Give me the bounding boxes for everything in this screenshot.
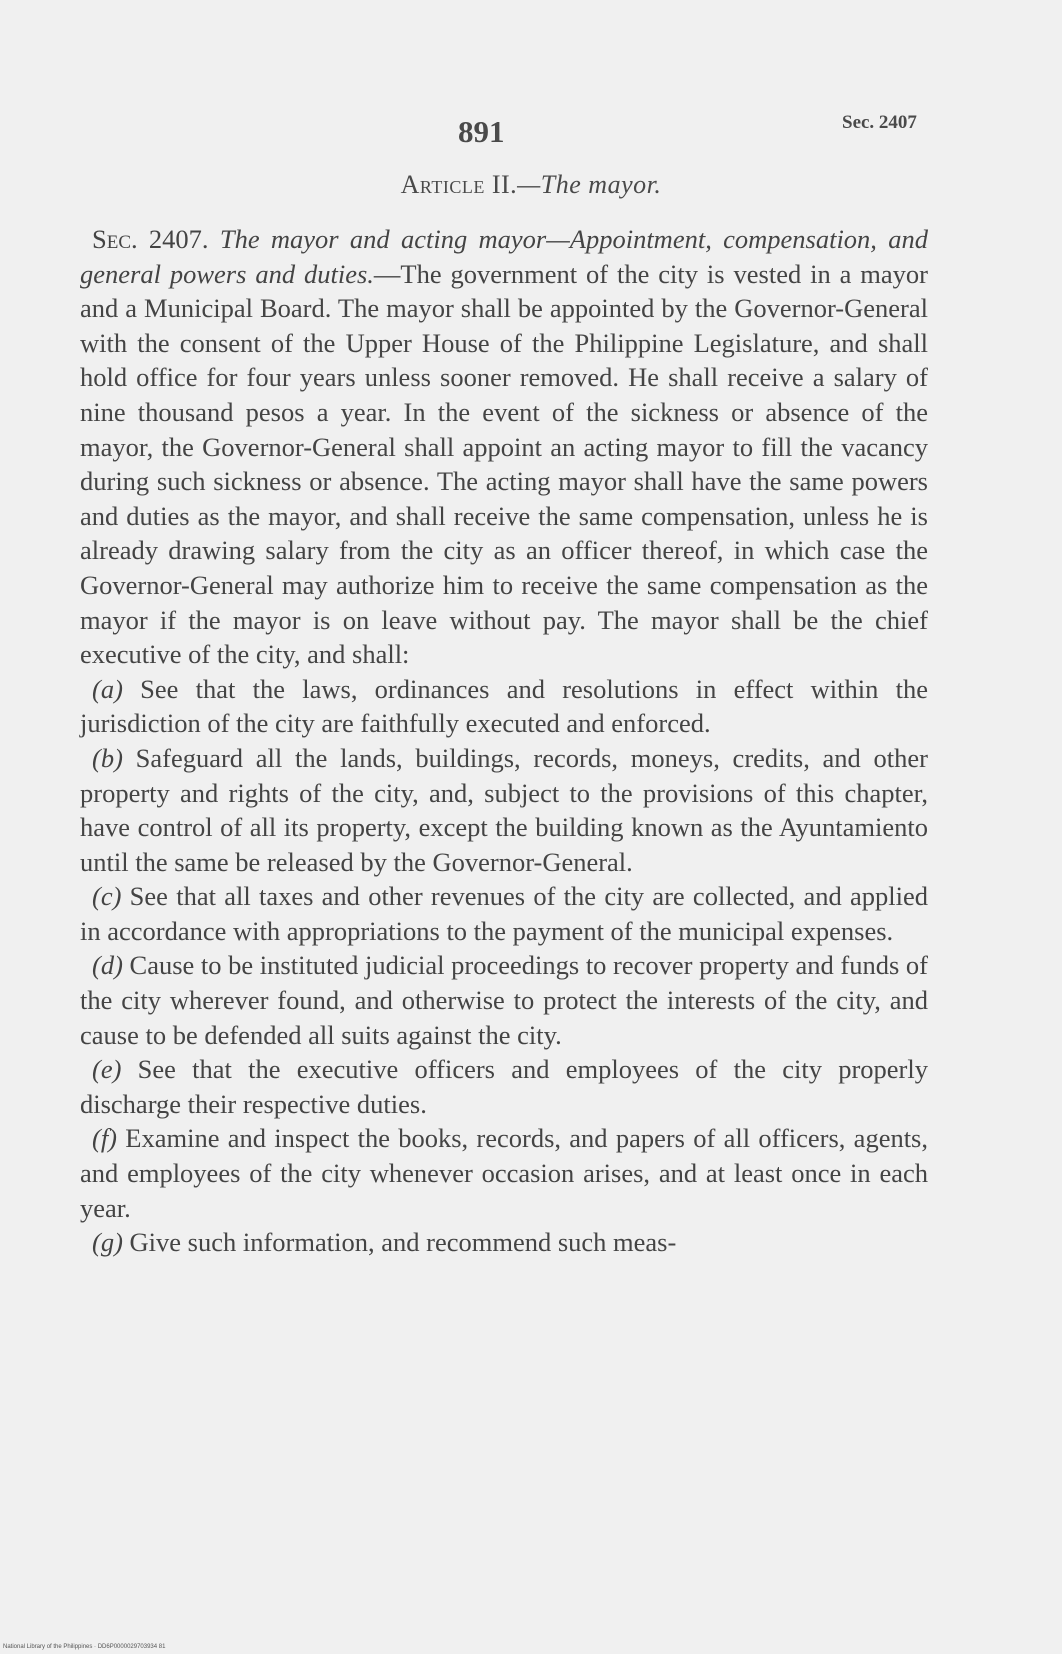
section-body xyxy=(80,222,928,1260)
item-letter: (e) xyxy=(92,1054,122,1085)
scan-footer: National Library of the Philippines · DD6P0000029703934 81 xyxy=(3,1644,166,1650)
running-head xyxy=(0,106,1062,156)
article-title: —The mayor. xyxy=(517,170,662,199)
article-number: Article II. xyxy=(400,170,518,199)
item-letter: (c) xyxy=(92,881,122,912)
list-item xyxy=(80,879,928,948)
item-text: Safeguard all the lands, buildings, records, moneys, credits, and other property and rights of the city, and, subject to the provisions of this chapter, have control of all its property, except the building known as the Ayuntamiento until the same be released by the Governor-General. xyxy=(80,742,928,877)
section-paragraph xyxy=(80,222,928,672)
list-item xyxy=(80,948,928,1052)
item-text: Cause to be instituted judicial proceedings to recover property and funds of the city wherever found, and otherwise to protect the interests of the city, and cause to be defended all suits against the city. xyxy=(80,950,928,1050)
item-letter: (a) xyxy=(92,673,123,704)
item-text: Examine and inspect the books, records, and papers of all officers, agents, and employees of the city whenever occasion arises, and at least once in each year. xyxy=(80,1123,928,1223)
item-letter: (g) xyxy=(92,1227,123,1258)
item-text: See that the laws, ordinances and resolutions in effect within the jurisdiction of the city are faithfully executed and enforced. xyxy=(80,673,928,739)
running-section-ref: Sec. 2407 xyxy=(842,112,917,133)
item-letter: (b) xyxy=(92,742,123,773)
list-item xyxy=(80,1052,928,1121)
list-item xyxy=(80,741,928,879)
list-item xyxy=(80,672,928,741)
section-title: The mayor and acting mayor—Appointment, compensation, and general powers and duties. xyxy=(80,224,928,289)
item-text: Give such information, and recommend such meas- xyxy=(122,1227,677,1258)
page-number: 891 xyxy=(458,114,505,149)
item-text: See that the executive officers and employees of the city properly discharge their respective duties. xyxy=(80,1054,928,1119)
item-letter: (f) xyxy=(92,1123,118,1154)
item-letter: (d) xyxy=(92,950,123,981)
list-item xyxy=(80,1225,928,1260)
list-item xyxy=(80,1121,928,1225)
section-text: —The government of the city is vested in a mayor and a Municipal Board. The mayor shall be appointed by the Governor-General with the consent of the Upper House of the Philippine Legislature, and shall hold office for four years unless sooner removed. He shall receive a salary of nine thousand pesos a year. In the event of the sickness or absence of the mayor, the Governor-General shall appoint an acting mayor to fill the vacancy during such sickness or absence. The acting mayor shall have the same powers and duties as the mayor, and shall receive the same compensation, unless he is already drawing salary from the city as an officer thereof, in which case the Governor-General may authorize him to receive the same compensation as the mayor if the mayor is on leave without pay. The mayor shall be the chief executive of the city, and shall: xyxy=(80,258,928,670)
item-text: See that all taxes and other revenues of the city are collected, and applied in accordance with appropriations to the payment of the municipal expenses. xyxy=(80,881,928,946)
section-label: Sec. 2407. xyxy=(92,224,209,254)
article-heading xyxy=(0,170,1062,200)
